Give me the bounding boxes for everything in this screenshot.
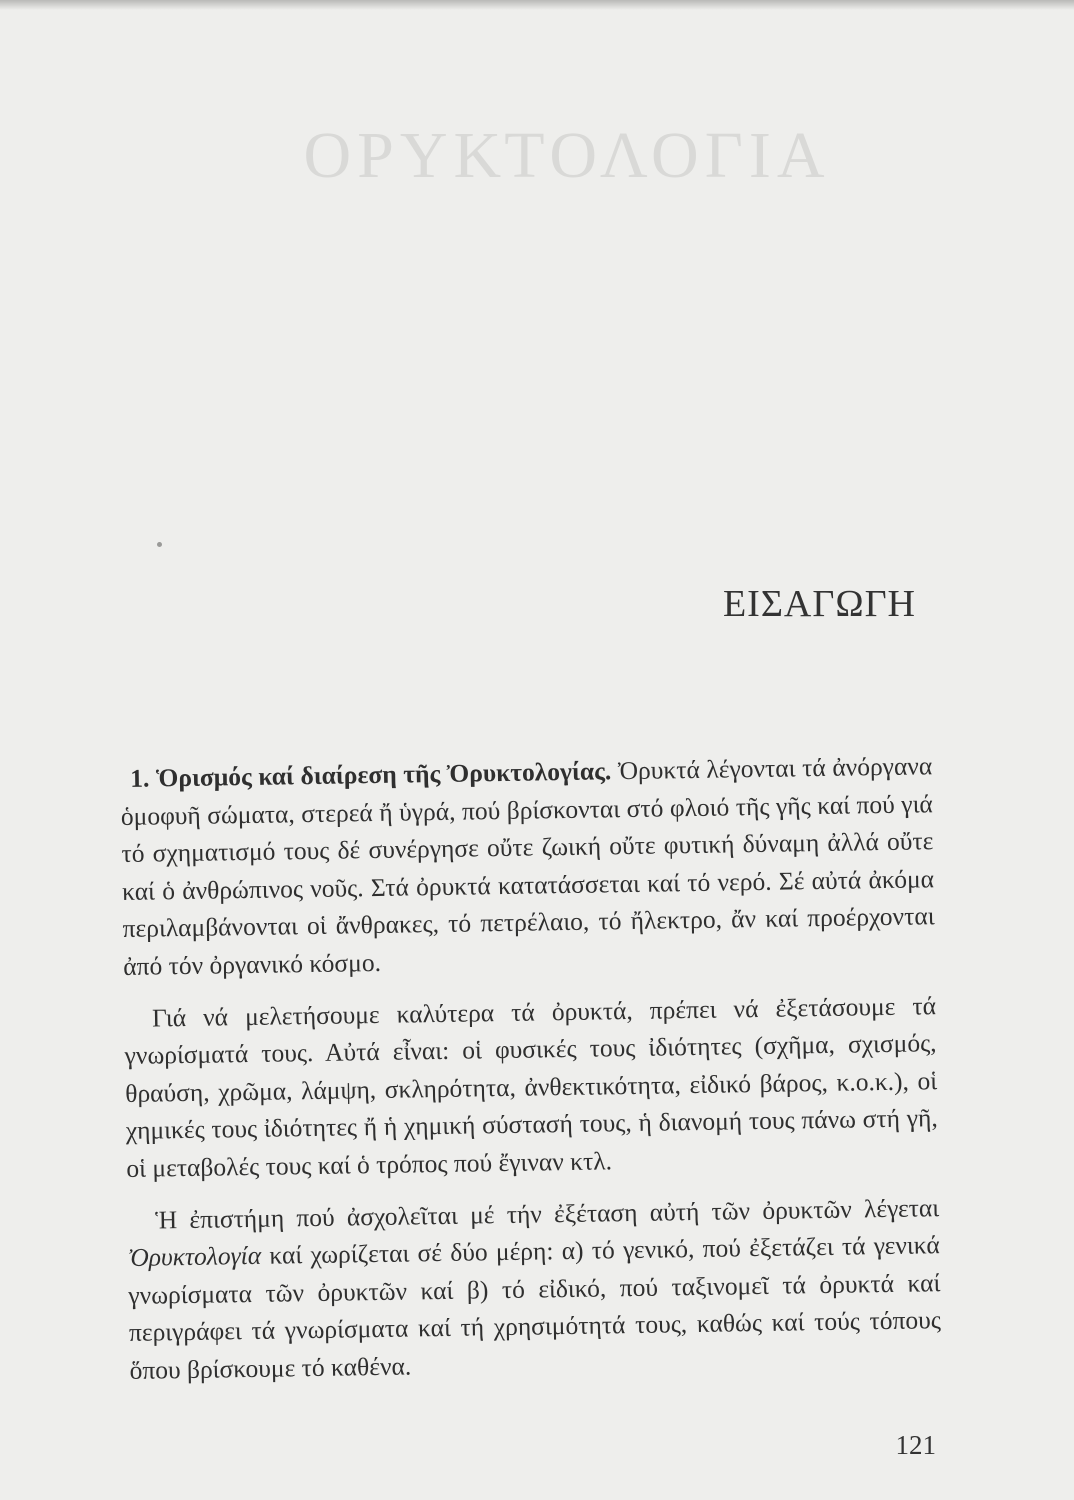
page-number: 121 [895, 1430, 936, 1460]
scan-edge [0, 0, 1074, 10]
paragraph-3-after: καί χωρίζεται σέ δύο μέρη: α) τό γενικό, πού ἐξετάζει τά γενικά γνωρίσματα τῶν ὀρυκτῶν καί β) τό εἰδικό, πού ταξινομεῖ τά ὀρυκτά καί περιγράφει τά γνωρίσματα καί τή χρησιμότητά τους, καθώς καί τούς τόπους ὅπου βρίσκουμε τό καθένα. [128, 1230, 942, 1385]
paragraph-2: Γιά νά μελετήσουμε καλύτερα τά ὀρυκτά, πρέπει νά ἐξετάσουμε τά γνωρίσματά τους. Αὐτά εἶναι: οἱ φυσικές τους ἰδιότητες (σχῆμα, σχισμός, θραύση, χρῶμα, λάμψη, σκληρότητα, ἀνθεκτικότητα, εἰδικό βάρος, κ.ο.κ.), οἱ χημικές τους ἰδιότητες ἤ ἡ χημική σύστασή τους, ἡ διανομή τους πάνω στή γῆ, οἱ μεταβολές τους καί ὁ τρόπος πού ἔγιναν κτλ. [124, 990, 938, 1183]
paragraph-3-before: Ἡ ἐπιστήμη πού ἀσχολεῖται μέ τήν ἐξέταση αὐτή τῶν ὀρυκτῶν λέγεται [154, 1192, 940, 1235]
paragraph-3-italic-term: Ὀρυκτολογία [127, 1240, 262, 1273]
paragraph-heading: 1. Ὁρισμός καί διαίρεση τῆς Ὀρυκτολογίας. [130, 756, 612, 793]
paragraph-1-text: Ὀρυκτά λέγονται τά ἀνόργανα ὁμοφυῆ σώματα, στερεά ἤ ὑγρά, πού βρίσκονται στό φλοιό τῆς γῆς καί πού γιά τό σχηματισμό τους δέ συνέργησε οὔτε ζωική οὔτε φυτική δύναμη ἀλλά οὔτε καί ὁ ἀνθρώπινος νοῦς. Στά ὀρυκτά κατατάσσεται καί τό νερό. Σέ αὐτά ἀκόμα περιλαμβάνονται οἱ ἄνθρακες, τό πετρέλαιο, τό ἤλεκτρο, ἄν καί προέρχονται ἀπό τόν ὀργανικό κόσμο. [120, 751, 935, 981]
page-title: ΟΡΥΚΤΟΛΟΓΙΑ [303, 119, 831, 192]
body-text [120, 747, 942, 1403]
scan-speck [157, 542, 162, 547]
paragraph-3 [127, 1189, 942, 1390]
paragraph-1 [120, 747, 935, 985]
section-title: ΕΙΣΑΓΩΓΗ [722, 583, 916, 625]
